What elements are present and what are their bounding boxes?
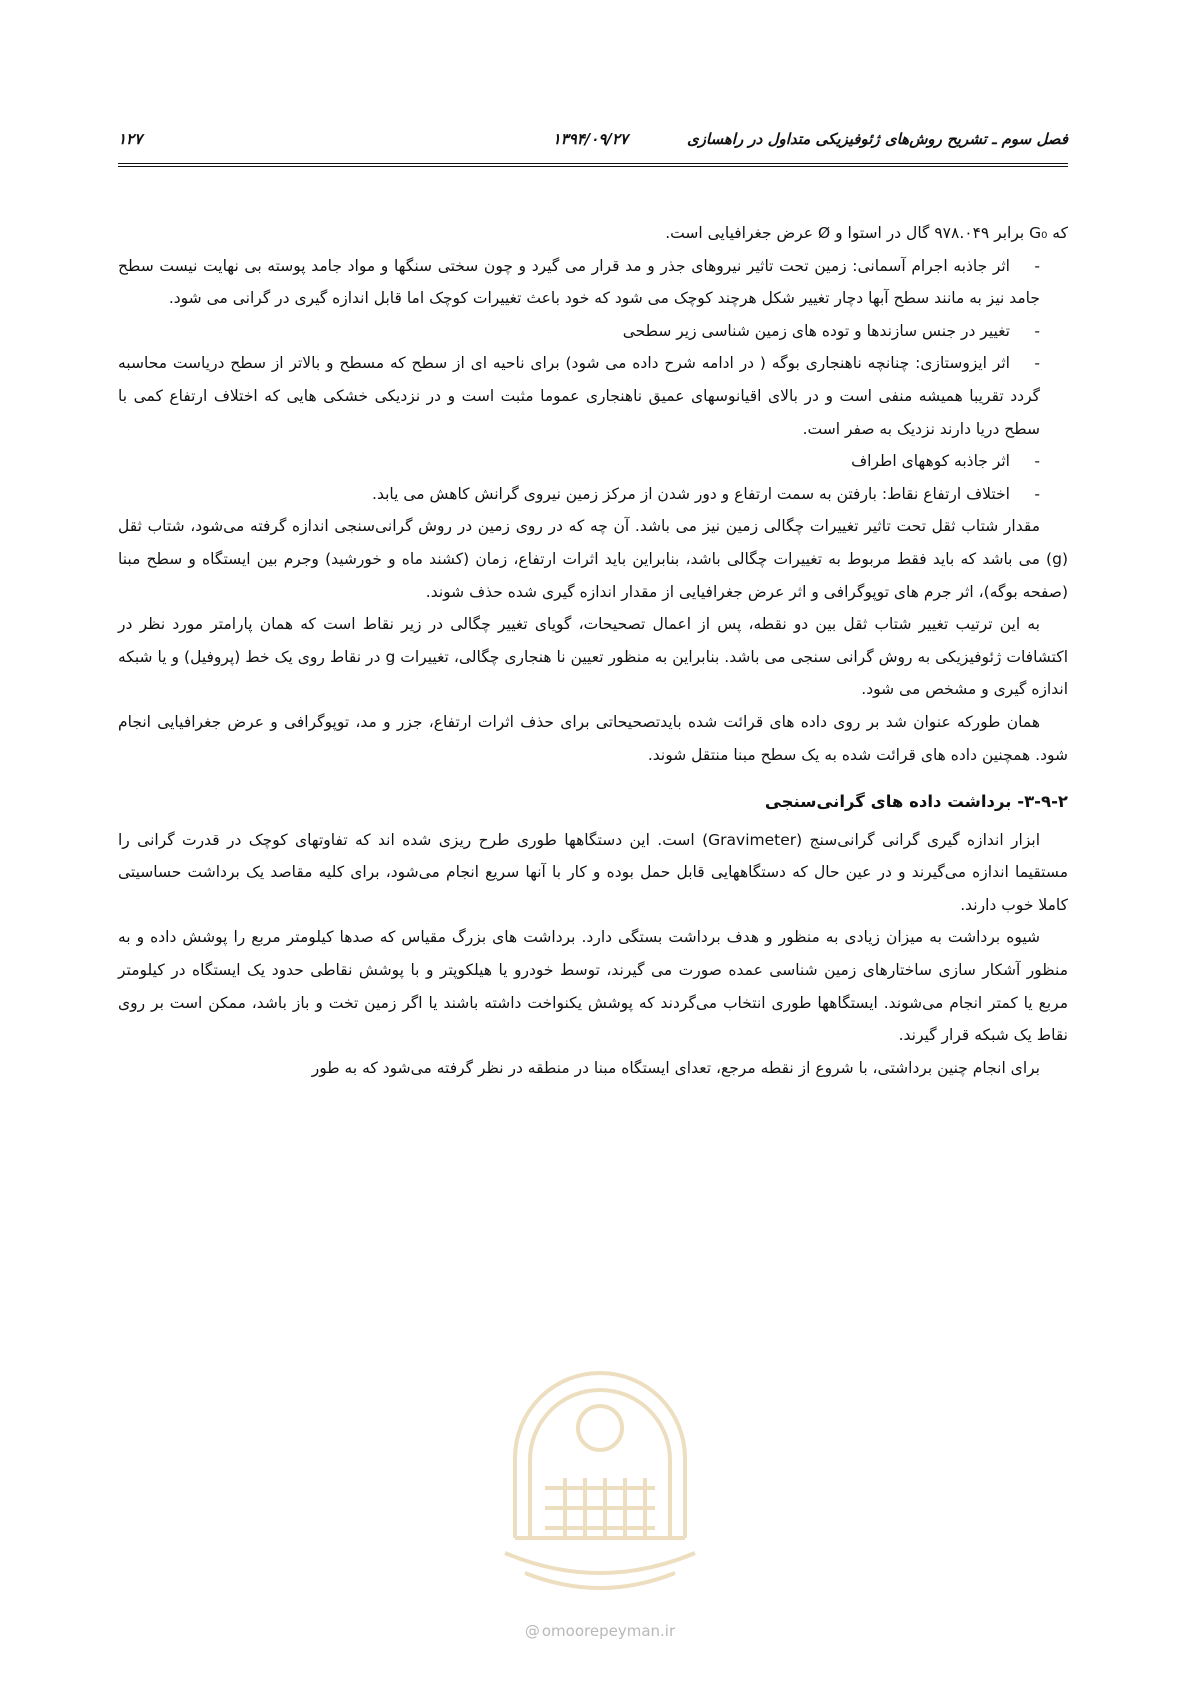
page-number: ۱۲۷ xyxy=(118,130,143,148)
bullet-dash: - xyxy=(1034,256,1040,275)
bullet-item xyxy=(118,445,1068,478)
paragraph: برای انجام چنین برداشتی، با شروع از نقطه مرجع، تعدای ایستگاه مبنا در منطقه در نظر گرفته می‌شود که به طور xyxy=(311,1058,1040,1077)
website-watermark xyxy=(500,1622,700,1640)
body-text xyxy=(118,217,1068,1084)
paragraph: همان طورکه عنوان شد بر روی داده های قرائت شده بایدتصحیحاتی برای حذف اثرات ارتفاع، جزر و مد، توپوگرافی و عرض جغرافیایی انجام شود. همچنین داده های قرائت شده به یک سطح مبنا منتقل شوند. xyxy=(118,712,1068,764)
bullet-text: تغییر در جنس سازندها و توده های زمین شناسی زیر سطحی xyxy=(622,321,1010,340)
publisher-seal-watermark xyxy=(485,1328,715,1608)
bullet-text: اثر جاذبه کوههای اطراف xyxy=(851,452,1010,471)
bullet-item xyxy=(118,315,1068,348)
bullet-text: اثر جاذبه اجرام آسمانی: زمین تحت تاثیر نیروهای جذر و مد قرار می گیرد و چون سختی سنگها و مواد جامد پوسته بی نهایت نیست سطح جامد نیز به مانند سطح آبها دچار تغییر شکل هرچند کوچک می شود که خود باعث تغییرات کوچک اما قابل اندازه گیری در گرانی می شود. xyxy=(118,256,1040,308)
website-url: omoorepeyman.ir xyxy=(541,1622,676,1640)
header-date: ۱۳۹۴/۰۹/۲۷ xyxy=(552,130,628,148)
bullet-dash: - xyxy=(1034,354,1040,373)
at-symbol-icon: @ xyxy=(524,1622,540,1640)
paragraph: به این ترتیب تغییر شتاب ثقل بین دو نقطه، پس از اعمال تصحیحات، گویای تغییر چگالی در زیر نقاط است که همان پارامتر مورد نظر در اکتشافات ژئوفیزیکی به روش گرانی سنجی می باشد. بنابراین به منظور تعیین نا هنجاری چگالی، تغییرات g در نقاط روی یک خط (پروفیل) و یا شبکه اندازه گیری و مشخص می شود. xyxy=(118,615,1068,699)
bullet-item xyxy=(118,347,1068,445)
bullet-dash: - xyxy=(1034,452,1040,471)
bullet-item xyxy=(118,250,1068,315)
bullet-dash: - xyxy=(1034,484,1040,503)
header-rule xyxy=(118,163,1068,164)
running-header xyxy=(118,130,1068,156)
bullet-item xyxy=(118,478,1068,511)
bullet-dash: - xyxy=(1034,321,1040,340)
paragraph: شیوه برداشت به میزان زیادی به منظور و هدف برداشت بستگی دارد. برداشت های بزرگ مقیاس که صدها کیلومتر مربع را پوشش داده و به منظور آشکار سازی ساختارهای زمین شناسی عمده صورت می گیرند، توسط خودرو یا هیلکوپتر و با پوشش نقاطی حدود یک ایستگاه در کیلومتر مربع یا کمتر انجام می‌شوند. ایستگاهها طوری انتخاب می‌گردند که پوشش یکنواخت داشته باشند یا اگر زمین تخت و باز باشد، ممکن است بر روی نقاط یک شبکه قرار گیرند. xyxy=(118,928,1068,1045)
chapter-title: فصل سوم ـ تشریح روش‌های ژئوفیزیکی متداول در راهسازی xyxy=(686,130,1068,148)
bullet-text: اثر ایزوستازی: چنانچه ناهنجاری بوگه ( در ادامه شرح داده می شود) برای ناحیه ای از سطح که مسطح و بالاتر از سطح دریاست محاسبه گردد تقریبا همیشه منفی است و در بالای اقیانوسهای عمیق ناهنجاری عموما مثبت است و در نزدیکی خشکی هایی که اختلاف ارتفاع کمی با سطح دریا دارند نزدیک به صفر است. xyxy=(118,354,1040,438)
section-heading: ۳-۹-۲- برداشت داده های گرانی‌سنجی xyxy=(764,792,1068,812)
header-rule-thin xyxy=(118,166,1068,167)
bullet-text: اختلاف ارتفاع نقاط: بارفتن به سمت ارتفاع و دور شدن از مرکز زمین نیروی گرانش کاهش می یابد. xyxy=(372,484,1010,503)
paragraph: ابزار اندازه گیری گرانی گرانی‌سنج (Gravimeter) است. این دستگاهها طوری طرح ریزی شده اند که تفاوتهای کوچک در قدرت گرانی را مستقیما اندازه می‌گیرند و در عین حال که دستگاههایی قابل حمل بوده و کار با آنها سریع انجام می‌شود، برای کلیه مقاصد یک برداشت حساسیتی کاملا خوب دارند. xyxy=(118,830,1068,914)
paragraph: که G₀ برابر ۹۷۸.۰۴۹ گال در استوا و Ø عرض جغرافیایی است. xyxy=(665,224,1068,242)
paragraph: مقدار شتاب ثقل تحت تاثیر تغییرات چگالی زمین نیز می باشد. آن چه که در روی زمین در روش گرانی‌سنجی اندازه گرفته می‌شود، شتاب ثقل (g) می باشد که باید فقط مربوط به تغییرات چگالی باشد، بنابراین باید اثرات ارتفاع، زمان (کشند ماه و خورشید) وجرم بین ایستگاه و سطح مبنا (صفحه بوگه)، اثر جرم های توپوگرافی و اثر عرض جغرافیایی از مقدار اندازه گیری شده حذف شوند. xyxy=(118,517,1068,601)
